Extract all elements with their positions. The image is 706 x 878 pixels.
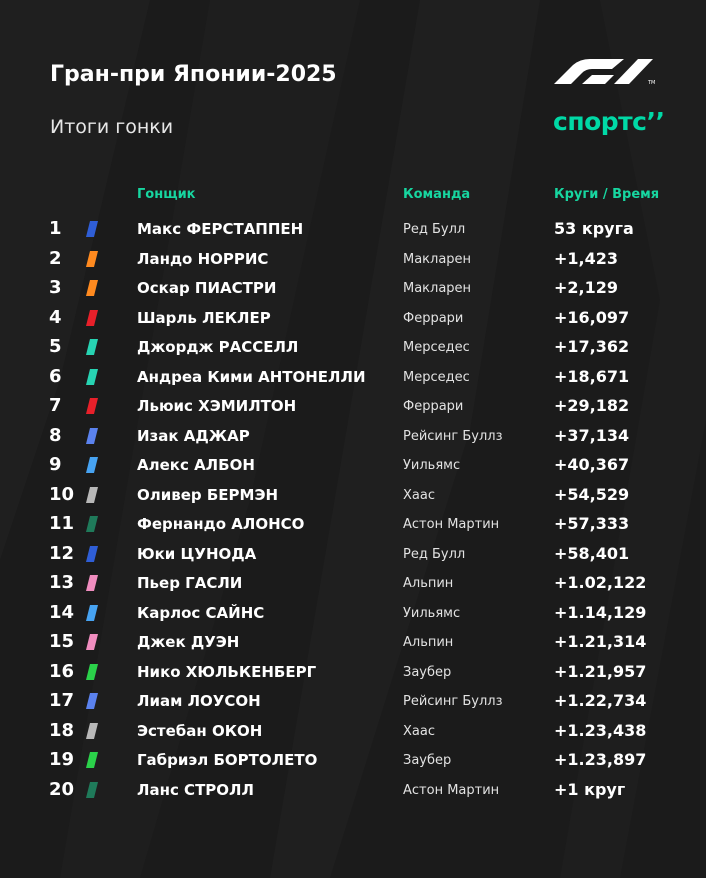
table-row <box>0 568 706 598</box>
driver-name: Лиам ЛОУСОН <box>137 692 261 710</box>
table-row <box>0 332 706 362</box>
table-row <box>0 273 706 303</box>
team-name: Феррари <box>403 399 464 414</box>
team-name: Заубер <box>403 753 452 768</box>
team-name: Феррари <box>403 310 464 326</box>
result-time: +1.02,122 <box>554 573 647 592</box>
driver-name: Ланс СТРОЛЛ <box>137 780 254 799</box>
result-time: +18,671 <box>554 366 630 386</box>
position-number: 6 <box>49 365 62 387</box>
page-title: Гран-при Японии-2025 <box>50 62 337 87</box>
driver-name: Габриэл БОРТОЛЕТО <box>137 751 318 769</box>
team-color-icon <box>86 369 98 385</box>
position-number: 12 <box>49 542 75 564</box>
svg-text:TM: TM <box>648 80 656 85</box>
team-color-icon <box>86 664 98 680</box>
table-row <box>0 244 706 274</box>
position-number: 14 <box>49 601 75 623</box>
result-time: +40,367 <box>554 455 630 474</box>
position-number: 20 <box>49 778 75 800</box>
team-name: Макларен <box>403 281 472 296</box>
driver-name: Юки ЦУНОДА <box>137 544 257 563</box>
result-time: +1.14,129 <box>554 602 647 622</box>
driver-name: Карлос САЙНС <box>137 603 265 622</box>
driver-name: Андреа Кими АНТОНЕЛЛИ <box>137 367 366 386</box>
team-color-icon <box>86 752 98 768</box>
driver-name: Алекс АЛБОН <box>137 456 255 474</box>
column-header-driver: Гонщик <box>137 187 196 202</box>
team-color-icon <box>86 782 98 798</box>
team-name: Астон Мартин <box>403 782 500 798</box>
team-name: Хаас <box>403 723 435 739</box>
team-name: Заубер <box>403 664 452 680</box>
position-number: 7 <box>49 395 62 416</box>
result-time: +1 круг <box>554 779 626 799</box>
position-number: 2 <box>49 247 62 269</box>
team-color-icon <box>86 428 98 444</box>
table-row <box>0 362 706 392</box>
team-color-icon <box>86 693 98 709</box>
team-name: Астон Мартин <box>403 517 500 532</box>
team-color-icon <box>86 546 98 562</box>
position-number: 5 <box>49 336 62 357</box>
page-subtitle: Итоги гонки <box>50 116 174 138</box>
team-color-icon <box>86 251 98 267</box>
position-number: 9 <box>49 454 62 475</box>
position-number: 19 <box>49 749 75 770</box>
driver-name: Пьер ГАСЛИ <box>137 574 243 592</box>
table-row <box>0 686 706 716</box>
driver-name: Джордж РАССЕЛЛ <box>137 338 299 356</box>
result-time: +1.23,438 <box>554 720 647 740</box>
table-row <box>0 745 706 775</box>
position-number: 18 <box>49 719 75 741</box>
result-time: +1.21,314 <box>554 632 647 651</box>
driver-name: Льюис ХЭМИЛТОН <box>137 397 297 415</box>
table-row <box>0 775 706 805</box>
result-time: +1.21,957 <box>554 661 647 681</box>
driver-name: Макс ФЕРСТАППЕН <box>137 220 304 238</box>
result-time: +1.22,734 <box>554 691 647 710</box>
sports-ru-logo: спортс’’ <box>553 107 665 136</box>
team-name: Ред Булл <box>403 222 466 237</box>
table-row <box>0 480 706 510</box>
column-header-laps-time: Круги / Время <box>554 187 660 202</box>
result-time: +16,097 <box>554 307 630 327</box>
table-row <box>0 657 706 687</box>
result-time: +1.23,897 <box>554 750 647 769</box>
driver-name: Оскар ПИАСТРИ <box>137 279 277 297</box>
result-time: +29,182 <box>554 396 630 415</box>
team-name: Уильямс <box>403 458 461 473</box>
driver-name: Фернандо АЛОНСО <box>137 515 305 533</box>
team-color-icon <box>86 634 98 650</box>
team-color-icon <box>86 339 98 355</box>
team-name: Альпин <box>403 635 454 650</box>
table-row <box>0 509 706 539</box>
position-number: 13 <box>49 572 75 593</box>
team-name: Макларен <box>403 251 472 267</box>
team-color-icon <box>86 280 98 296</box>
result-time: 53 круга <box>554 219 634 238</box>
team-color-icon <box>86 457 98 473</box>
results-table <box>0 214 706 804</box>
driver-name: Изак АДЖАР <box>137 426 250 445</box>
position-number: 15 <box>49 631 75 652</box>
result-time: +54,529 <box>554 484 630 504</box>
position-number: 1 <box>49 218 62 239</box>
table-row <box>0 627 706 657</box>
result-time: +1,423 <box>554 248 619 268</box>
team-color-icon <box>86 487 98 503</box>
f1-logo-icon <box>552 57 656 85</box>
table-row <box>0 716 706 746</box>
table-row <box>0 598 706 628</box>
position-number: 3 <box>49 277 62 298</box>
team-color-icon <box>86 310 98 326</box>
team-color-icon <box>86 516 98 532</box>
position-number: 4 <box>49 306 62 328</box>
table-row <box>0 214 706 244</box>
table-row <box>0 450 706 480</box>
team-color-icon <box>86 575 98 591</box>
position-number: 11 <box>49 513 75 534</box>
team-name: Ред Булл <box>403 546 466 562</box>
column-header-team: Команда <box>403 187 471 202</box>
team-color-icon <box>86 398 98 414</box>
result-time: +17,362 <box>554 337 630 356</box>
driver-name: Эстебан ОКОН <box>137 721 263 740</box>
table-row <box>0 391 706 421</box>
team-name: Уильямс <box>403 605 461 621</box>
result-time: +57,333 <box>554 514 630 533</box>
result-time: +2,129 <box>554 278 619 297</box>
team-name: Рейсинг Буллз <box>403 428 503 444</box>
table-row <box>0 539 706 569</box>
team-color-icon <box>86 221 98 237</box>
team-name: Хаас <box>403 487 435 503</box>
driver-name: Ландо НОРРИС <box>137 249 269 268</box>
driver-name: Оливер БЕРМЭН <box>137 485 279 504</box>
table-row <box>0 303 706 333</box>
team-color-icon <box>86 723 98 739</box>
driver-name: Джек ДУЭН <box>137 633 240 651</box>
team-color-icon <box>86 605 98 621</box>
team-name: Мерседес <box>403 340 470 355</box>
driver-name: Шарль ЛЕКЛЕР <box>137 308 271 327</box>
team-name: Мерседес <box>403 369 470 385</box>
position-number: 16 <box>49 660 75 682</box>
table-row <box>0 421 706 451</box>
position-number: 10 <box>49 483 75 505</box>
result-time: +58,401 <box>554 543 630 563</box>
driver-name: Нико ХЮЛЬКЕНБЕРГ <box>137 662 317 681</box>
team-name: Рейсинг Буллз <box>403 694 503 709</box>
team-name: Альпин <box>403 576 454 591</box>
position-number: 17 <box>49 690 75 711</box>
result-time: +37,134 <box>554 425 630 445</box>
position-number: 8 <box>49 424 62 446</box>
